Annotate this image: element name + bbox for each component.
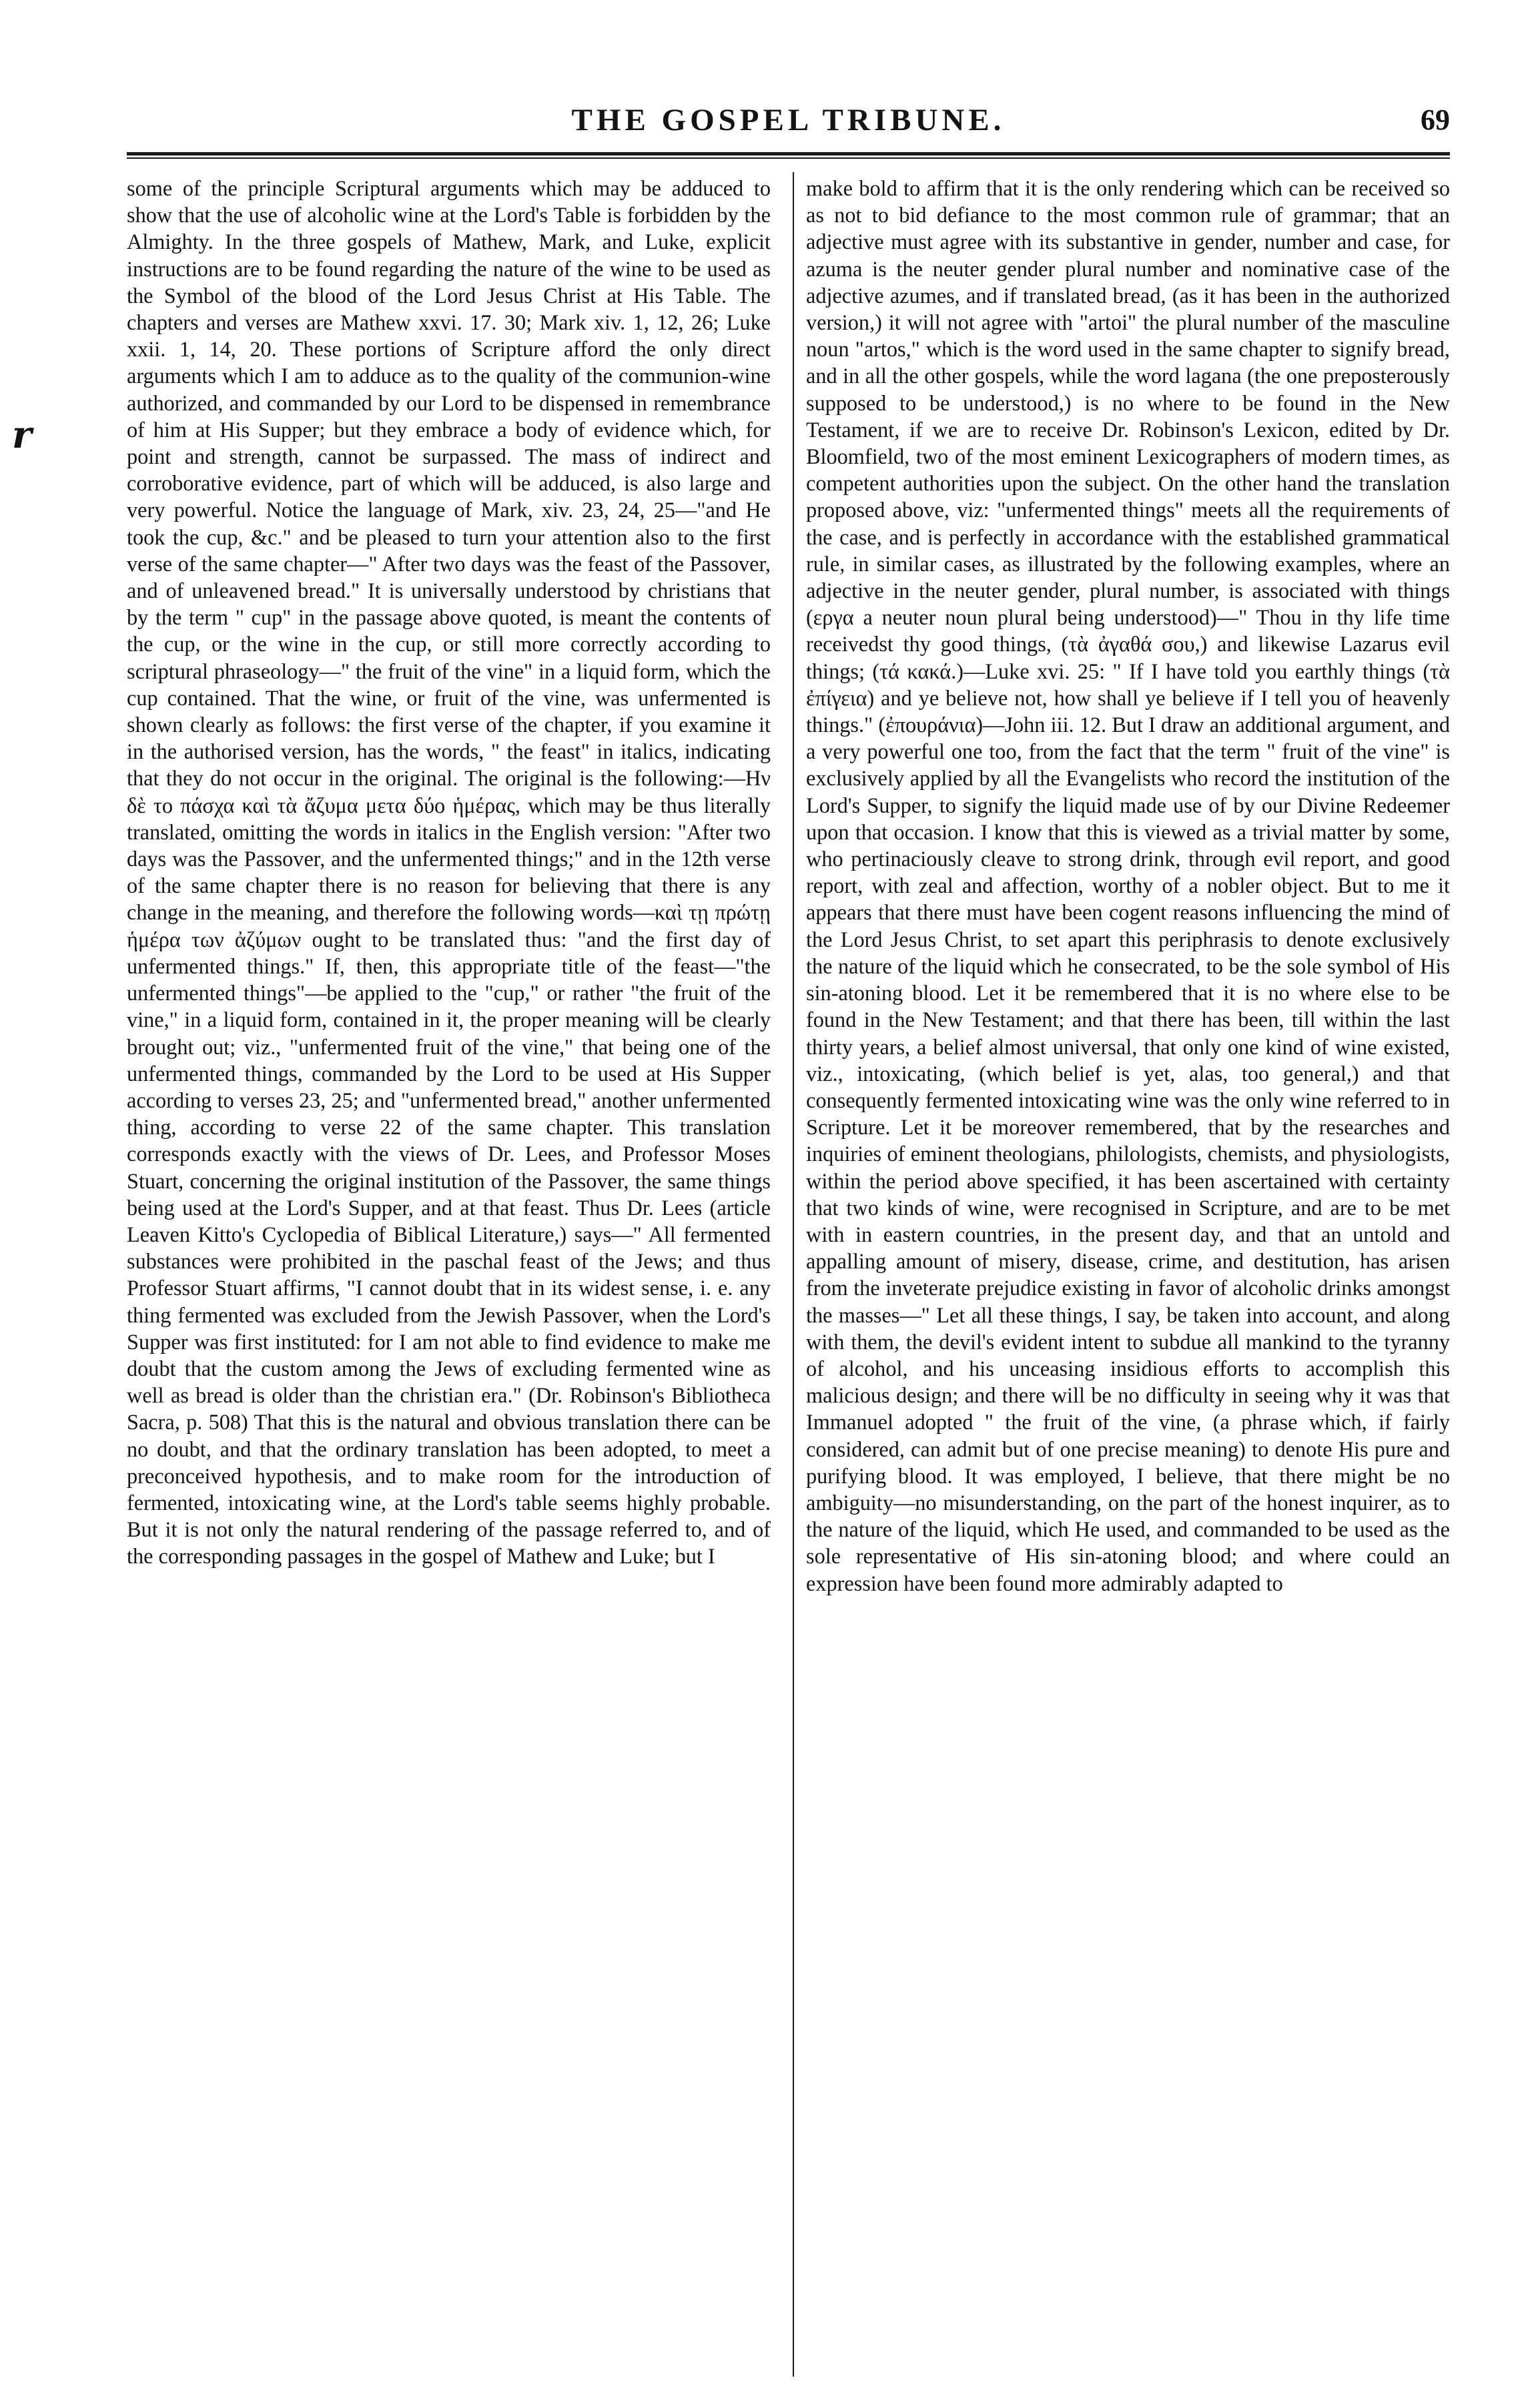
page-header: [127, 100, 1450, 147]
header-rule: [127, 152, 1450, 159]
running-title: THE GOSPEL TRIBUNE.: [571, 103, 1006, 137]
right-column: [806, 175, 1450, 2377]
left-column-text: some of the principle Scriptural arguments which may be adduced to show that the use of alcoholic wine at the Lord's Table is forbidden by the Almighty. In the three gospels of Mathew, Mark, and Luke, explicit instructions are to be found regarding the nature of the wine to be used as the Symbol of the blood of the Lord Jesus Christ at His Table. The chapters and verses are Mathew xxvi. 17. 30; Mark xiv. 1, 12, 26; Luke xxii. 1, 14, 20. These portions of Scripture afford the only direct arguments which I am to adduce as to the quality of the communion-wine authorized, and commanded by our Lord to be dispensed in remembrance of him at His Supper; but they embrace a body of evidence which, for point and strength, cannot be surpassed. The mass of indirect and corroborative evidence, part of which will be adduced, is also large and very powerful. Notice the language of Mark, xiv. 23, 24, 25—"and He took the cup, &c." and be pleased to turn your attention also to the first verse of the same chapter—" After two days was the feast of the Passover, and of unleavened bread." It is universally understood by christians that by the term " cup" in the passage above quoted, is meant the contents of the cup, or the wine in the cup, or still more correctly according to scriptural phraseology—" the fruit of the vine" in a liquid form, which the cup contained. That the wine, or fruit of the vine, was unfermented is shown clearly as follows: the first verse of the chapter, if you examine it in the authorised version, has the words, " the feast" in italics, indicating that they do not occur in the original. The original is the following:—Hν δὲ το πάσχα καὶ τὰ ἄζυμα μετα δύο ἡμέρας, which may be thus literally translated, omitting the words in italics in the English version: "After two days was the Passover, and the unfermented things;" and in the 12th verse of the same chapter there is no reason for believing that there is any change in the meaning, and therefore the following words—καὶ τῃ πρώτῃ ἡμέρα των ἀζύμων ought to be translated thus: "and the first day of unfermented things." If, then, this appropriate title of the feast—"the unfermented things"—be applied to the "cup," or rather "the fruit of the vine," in a liquid form, contained in it, the proper meaning will be clearly brought out; viz., "unfermented fruit of the vine," that being one of the unfermented things, commanded by the Lord to be used at His Supper according to verses 23, 25; and "unfermented bread," another unfermented thing, according to verse 22 of the same chapter. This translation corresponds exactly with the views of Dr. Lees, and Professor Moses Stuart, concerning the original institution of the Passover, the same things being used at the Lord's Supper, and at that feast. Thus Dr. Lees (article Leaven Kitto's Cyclopedia of Biblical Literature,) says—" All fermented substances were prohibited in the paschal feast of the Jews; and thus Professor Stuart affirms, "I cannot doubt that in its widest sense, i. e. any thing fermented was excluded from the Jewish Passover, when the Lord's Supper was first instituted: for I am not able to find evidence to make me doubt that the custom among the Jews of excluding fermented wine as well as bread is older than the christian era." (Dr. Robinson's Bibliotheca Sacra, p. 508) That this is the natural and obvious translation there can be no doubt, and that the ordinary translation has been adopted, to meet a preconceived hypothesis, and to make room for the introduction of fermented, intoxicating wine, at the Lord's table seems highly probable. But it is not only the natural rendering of the passage referred to, and of the corresponding passages in the gospel of Mathew and Luke; but I: [127, 176, 771, 1569]
margin-pencil-mark: r: [12, 413, 32, 457]
right-column-text: make bold to affirm that it is the only rendering which can be received so as not to bid defiance to the most common rule of grammar; that an adjective must agree with its substantive in gender, number and case, for azuma is the neuter gender plural number and nominative case of the adjective azumes, and if translated bread, (as it has been in the authorized version,) it will not agree with "artoi" the plural number of the masculine noun "artos," which is the word used in the same chapter to signify bread, and in all the other gospels, while the word lagana (the one preposterously supposed to be understood,) is no where to be found in the New Testament, if we are to receive Dr. Robinson's Lexicon, edited by Dr. Bloomfield, two of the most eminent Lexicographers of modern times, as competent authorities upon the subject. On the other hand the translation proposed above, viz: "unfermented things" meets all the requirements of the case, and is perfectly in accordance with the established grammatical rule, in similar cases, as illustrated by the following examples, where an adjective in the neuter gender, plural number, is associated with things (εργα a neuter noun plural being understood)—" Thou in thy life time receivedst thy good things, (τὰ ἀγαθά σου,) and likewise Lazarus evil things; (τά κακά.)—Luke xvi. 25: " If I have told you earthly things (τὰ ἐπίγεια) and ye believe not, how shall ye believe if I tell you of heavenly things." (ἐπουράνια)—John iii. 12. But I draw an additional argument, and a very powerful one too, from the fact that the term " fruit of the vine" is exclusively applied by all the Evangelists who record the institution of the Lord's Supper, to signify the liquid made use of by our Divine Redeemer upon that occasion. I know that this is viewed as a trivial matter by some, who pertinaciously cleave to strong drink, through evil report, and good report, with zeal and affection, worthy of a nobler object. But to me it appears that there must have been cogent reasons influencing the mind of the Lord Jesus Christ, to set apart this periphrasis to denote exclusively the nature of the liquid which he consecrated, to be the sole symbol of His sin-atoning blood. Let it be remembered that it is no where else to be found in the New Testament; and that there has been, till within the last thirty years, a belief almost universal, that only one kind of wine existed, viz., intoxicating, (which belief is yet, alas, too general,) and that consequently fermented intoxicating wine was the only wine referred to in Scripture. Let it be moreover remembered, that by the researches and inquiries of eminent theologians, philologists, chemists, and physiologists, within the period above specified, it has been ascertained with certainty that two kinds of wine, were recognised in Scripture, and are to be met with in eastern countries, in the present day, and that an untold and appalling amount of misery, disease, crime, and destitution, has arisen from the inveterate prejudice existing in favor of alcoholic drinks amongst the masses—" Let all these things, I say, be taken into account, and along with them, the devil's evident intent to subdue all mankind to the tyranny of alcohol, and his unceasing insidious efforts to accomplish this malicious design; and there will be no difficulty in seeing why it was that Immanuel adopted " the fruit of the vine, (a phrase which, if fairly considered, can admit but of one precise meaning) to denote His pure and purifying blood. It was employed, I believe, that there might be no ambiguity—no misunderstanding, on the part of the honest inquirer, as to the nature of the liquid, which He used, and commanded to be used as the sole representative of His sin-atoning blood; and where could an expression have been found more admirably adapted to: [806, 176, 1450, 1595]
column-divider: [793, 172, 794, 2377]
left-column: [127, 175, 771, 2377]
page-number: 69: [1421, 103, 1450, 136]
